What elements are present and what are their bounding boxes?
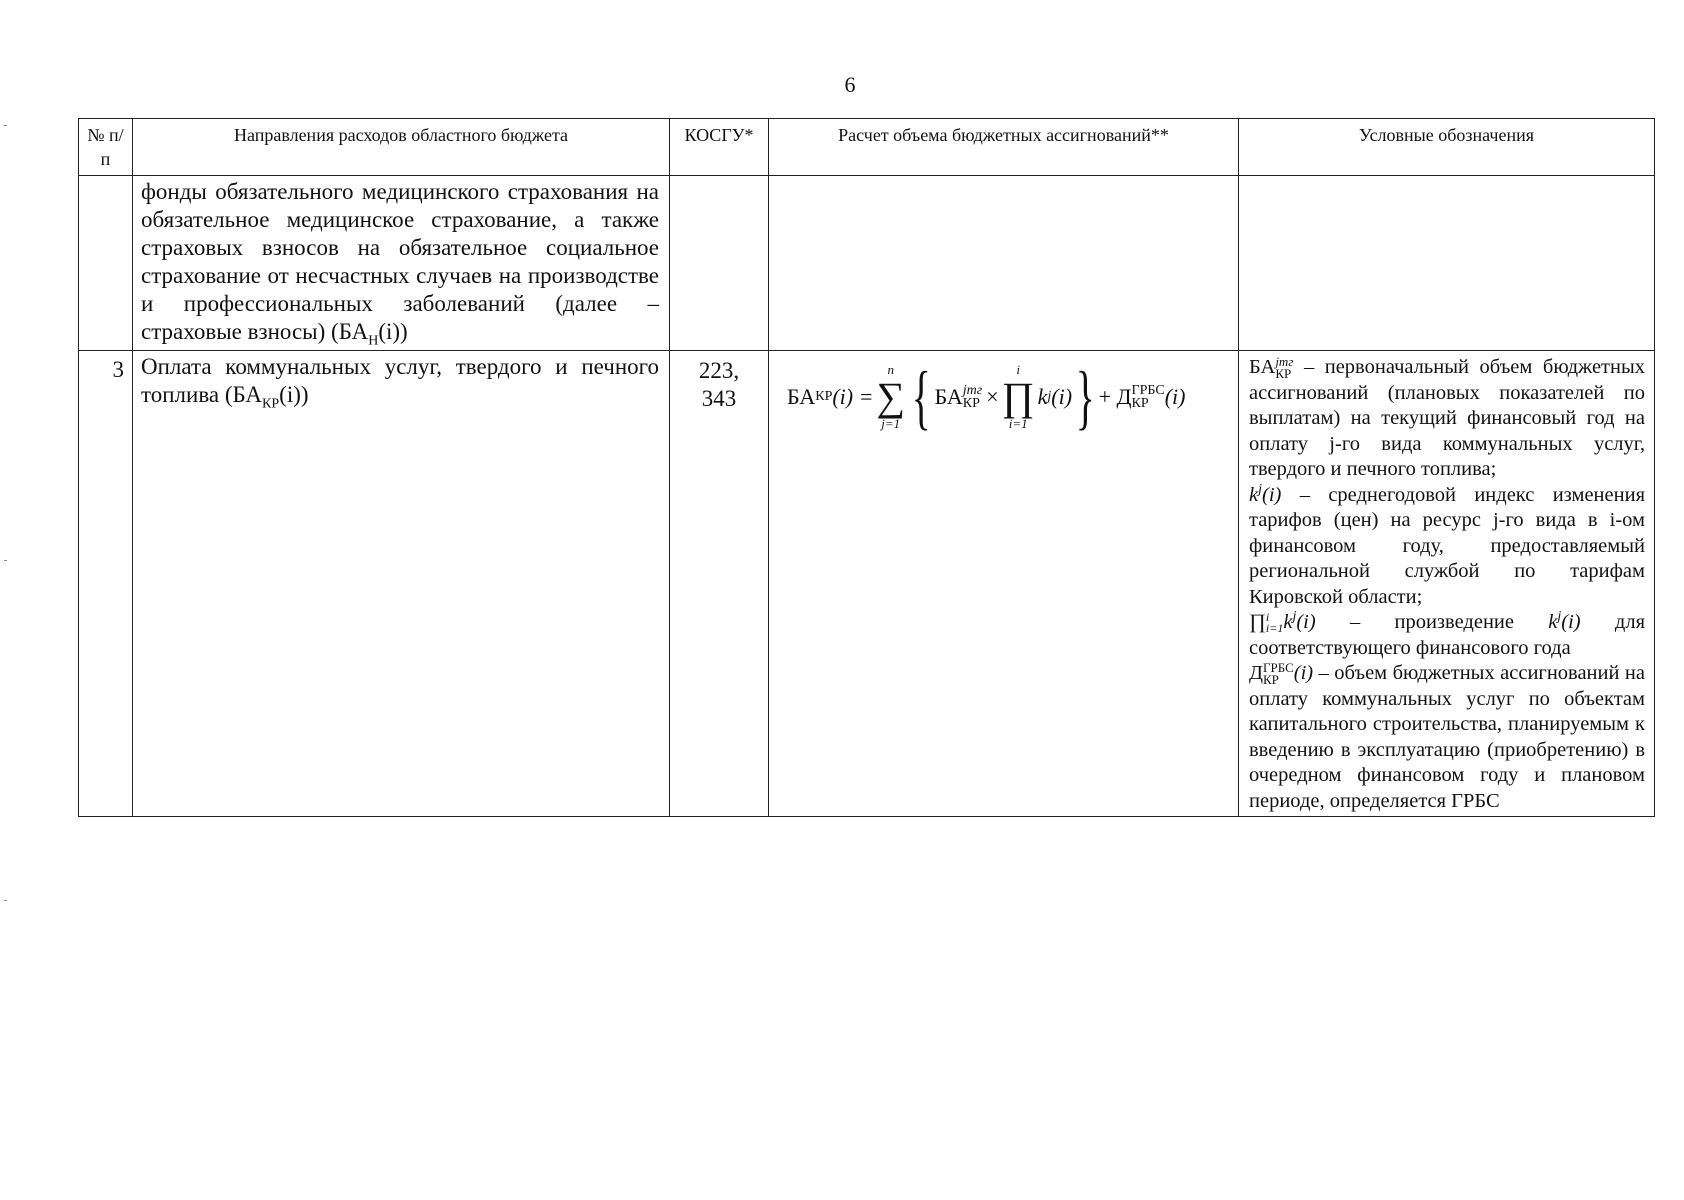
formula-term-sup: jтг [962,383,983,398]
row-notes [1239,351,1655,817]
note-k: k [1548,611,1558,633]
note-text: для соответствующего финансового года [1249,611,1646,659]
header-direction: Направления расходов областного бюджета [133,119,670,176]
table-row [79,176,1655,351]
formula-d-sup: ГРБС [1131,383,1165,398]
row-direction [133,176,670,351]
row-number: 3 [79,351,133,817]
note-k: k [1283,611,1293,633]
direction-text: Оплата коммунальных услуг, твердого и печного топлива (БА [141,354,659,407]
note-tariff-index [1249,483,1645,611]
note-symbol: Д [1249,662,1263,684]
scan-mark [4,125,7,126]
kosgu-code-2: 343 [701,386,737,411]
note-symbol: БА [1249,356,1276,378]
note-symbol-sup: ГРБС [1262,660,1294,676]
sum-lower: j=1 [881,416,901,431]
formula-term: БА [934,384,963,409]
row-calc [769,351,1239,817]
left-brace: { [911,357,931,437]
note-symbol-sub: i=1 [1265,621,1284,636]
direction-sub: КР [262,396,280,412]
formula-times: × [986,384,999,409]
note-symbol-arg: (i) [1262,483,1282,506]
direction-text: фонды обязательного медицинского страхования на обязательное медицинское страхование, а также страховых взносов на обязательное социальное страхование от несчастных случаев на производстве и профессиональных заболеваний (далее – страховые взносы) (БА [141,179,659,344]
table-header-row [79,119,1655,176]
note-symbol-sub: КР [1275,366,1292,382]
formula-lhs: БА [787,384,816,409]
direction-sub: Н [368,333,379,349]
note-k-arg: (i) [1296,611,1316,633]
note-symbol-sup: i [1265,610,1270,625]
kosgu-code-1: 223, [698,358,740,383]
note-symbol-sup: jтг [1275,354,1294,370]
prod-lower: i=1 [1008,416,1028,431]
page-number: 6 [844,72,856,97]
note-text: – произведение [1315,611,1549,633]
formula-d-arg: (i) [1164,384,1186,409]
header-num: № п/п [79,119,133,176]
note-product [1249,610,1645,661]
formula-lhs-arg: (i) = [832,384,874,409]
formula-k: k [1037,384,1048,409]
direction-tail: (i)) [279,382,309,407]
sum-sign: ∑ [876,374,905,419]
header-notes: Условные обозначения [1239,119,1655,176]
prod-sign: ∏ [1001,374,1035,419]
note-text: – первоначальный объем бюджетных ассигнований (плановых показателей по выплатам) на текущий финансовый год на оплату j-го вида коммунальных услуг, твердого и печного топлива; [1249,356,1645,480]
right-brace: } [1075,357,1095,437]
row-kosgu [670,351,769,817]
product-operator [1002,363,1035,431]
note-initial-allocation [1249,355,1645,483]
note-k-sup: j [1292,609,1297,625]
scan-mark [4,560,7,561]
row-number [79,176,133,351]
row-kosgu [670,176,769,351]
sum-operator [876,363,905,431]
note-k-arg: (i) [1561,611,1581,633]
note-symbol-arg: (i) [1293,662,1314,684]
note-text: – объем бюджетных ассигнований на оплату коммунальных услуг по объектам капитального строительства, планируемым к введению в эксплуатацию (приобретению) в очередном финансовом году и плановом периоде, определяется ГРБС [1249,662,1645,812]
table-row [79,351,1655,817]
formula-plus-d: + Д [1098,384,1132,409]
header-kosgu: КОСГУ* [670,119,769,176]
note-symbol: ∏ [1249,611,1266,633]
budget-table [78,118,1655,817]
note-capital-construction [1249,661,1645,814]
row-calc [769,176,1239,351]
formula-k-arg: (i) [1051,384,1073,409]
note-symbol: k [1249,483,1259,506]
note-symbol-sup: j [1258,481,1262,497]
sum-upper: n [887,362,894,377]
direction-tail: (i)) [378,319,408,344]
note-k-sup: j [1557,609,1562,625]
scan-mark [4,900,7,901]
note-symbol-sub: КР [1262,672,1279,688]
row-direction [133,351,670,817]
row-notes [1239,176,1655,351]
note-text: – среднегодовой индекс изменения тарифов (цен) на ресурс j-го вида в i-ом финансовом году, предоставляемый региональной службой по тарифам Кировской области; [1249,483,1645,608]
header-calc: Расчет объема бюджетных ассигнований** [769,119,1239,176]
prod-upper: i [1016,362,1020,377]
allocation-formula: БА КР (i) = n ∑ j=1 { БА jтг КР × i ∏ i=1 k j (i) } + Д ГРБС КР (i) [787,357,1186,437]
formula-term-sub: КР [962,396,980,411]
formula-d-sub: КР [1131,396,1149,411]
